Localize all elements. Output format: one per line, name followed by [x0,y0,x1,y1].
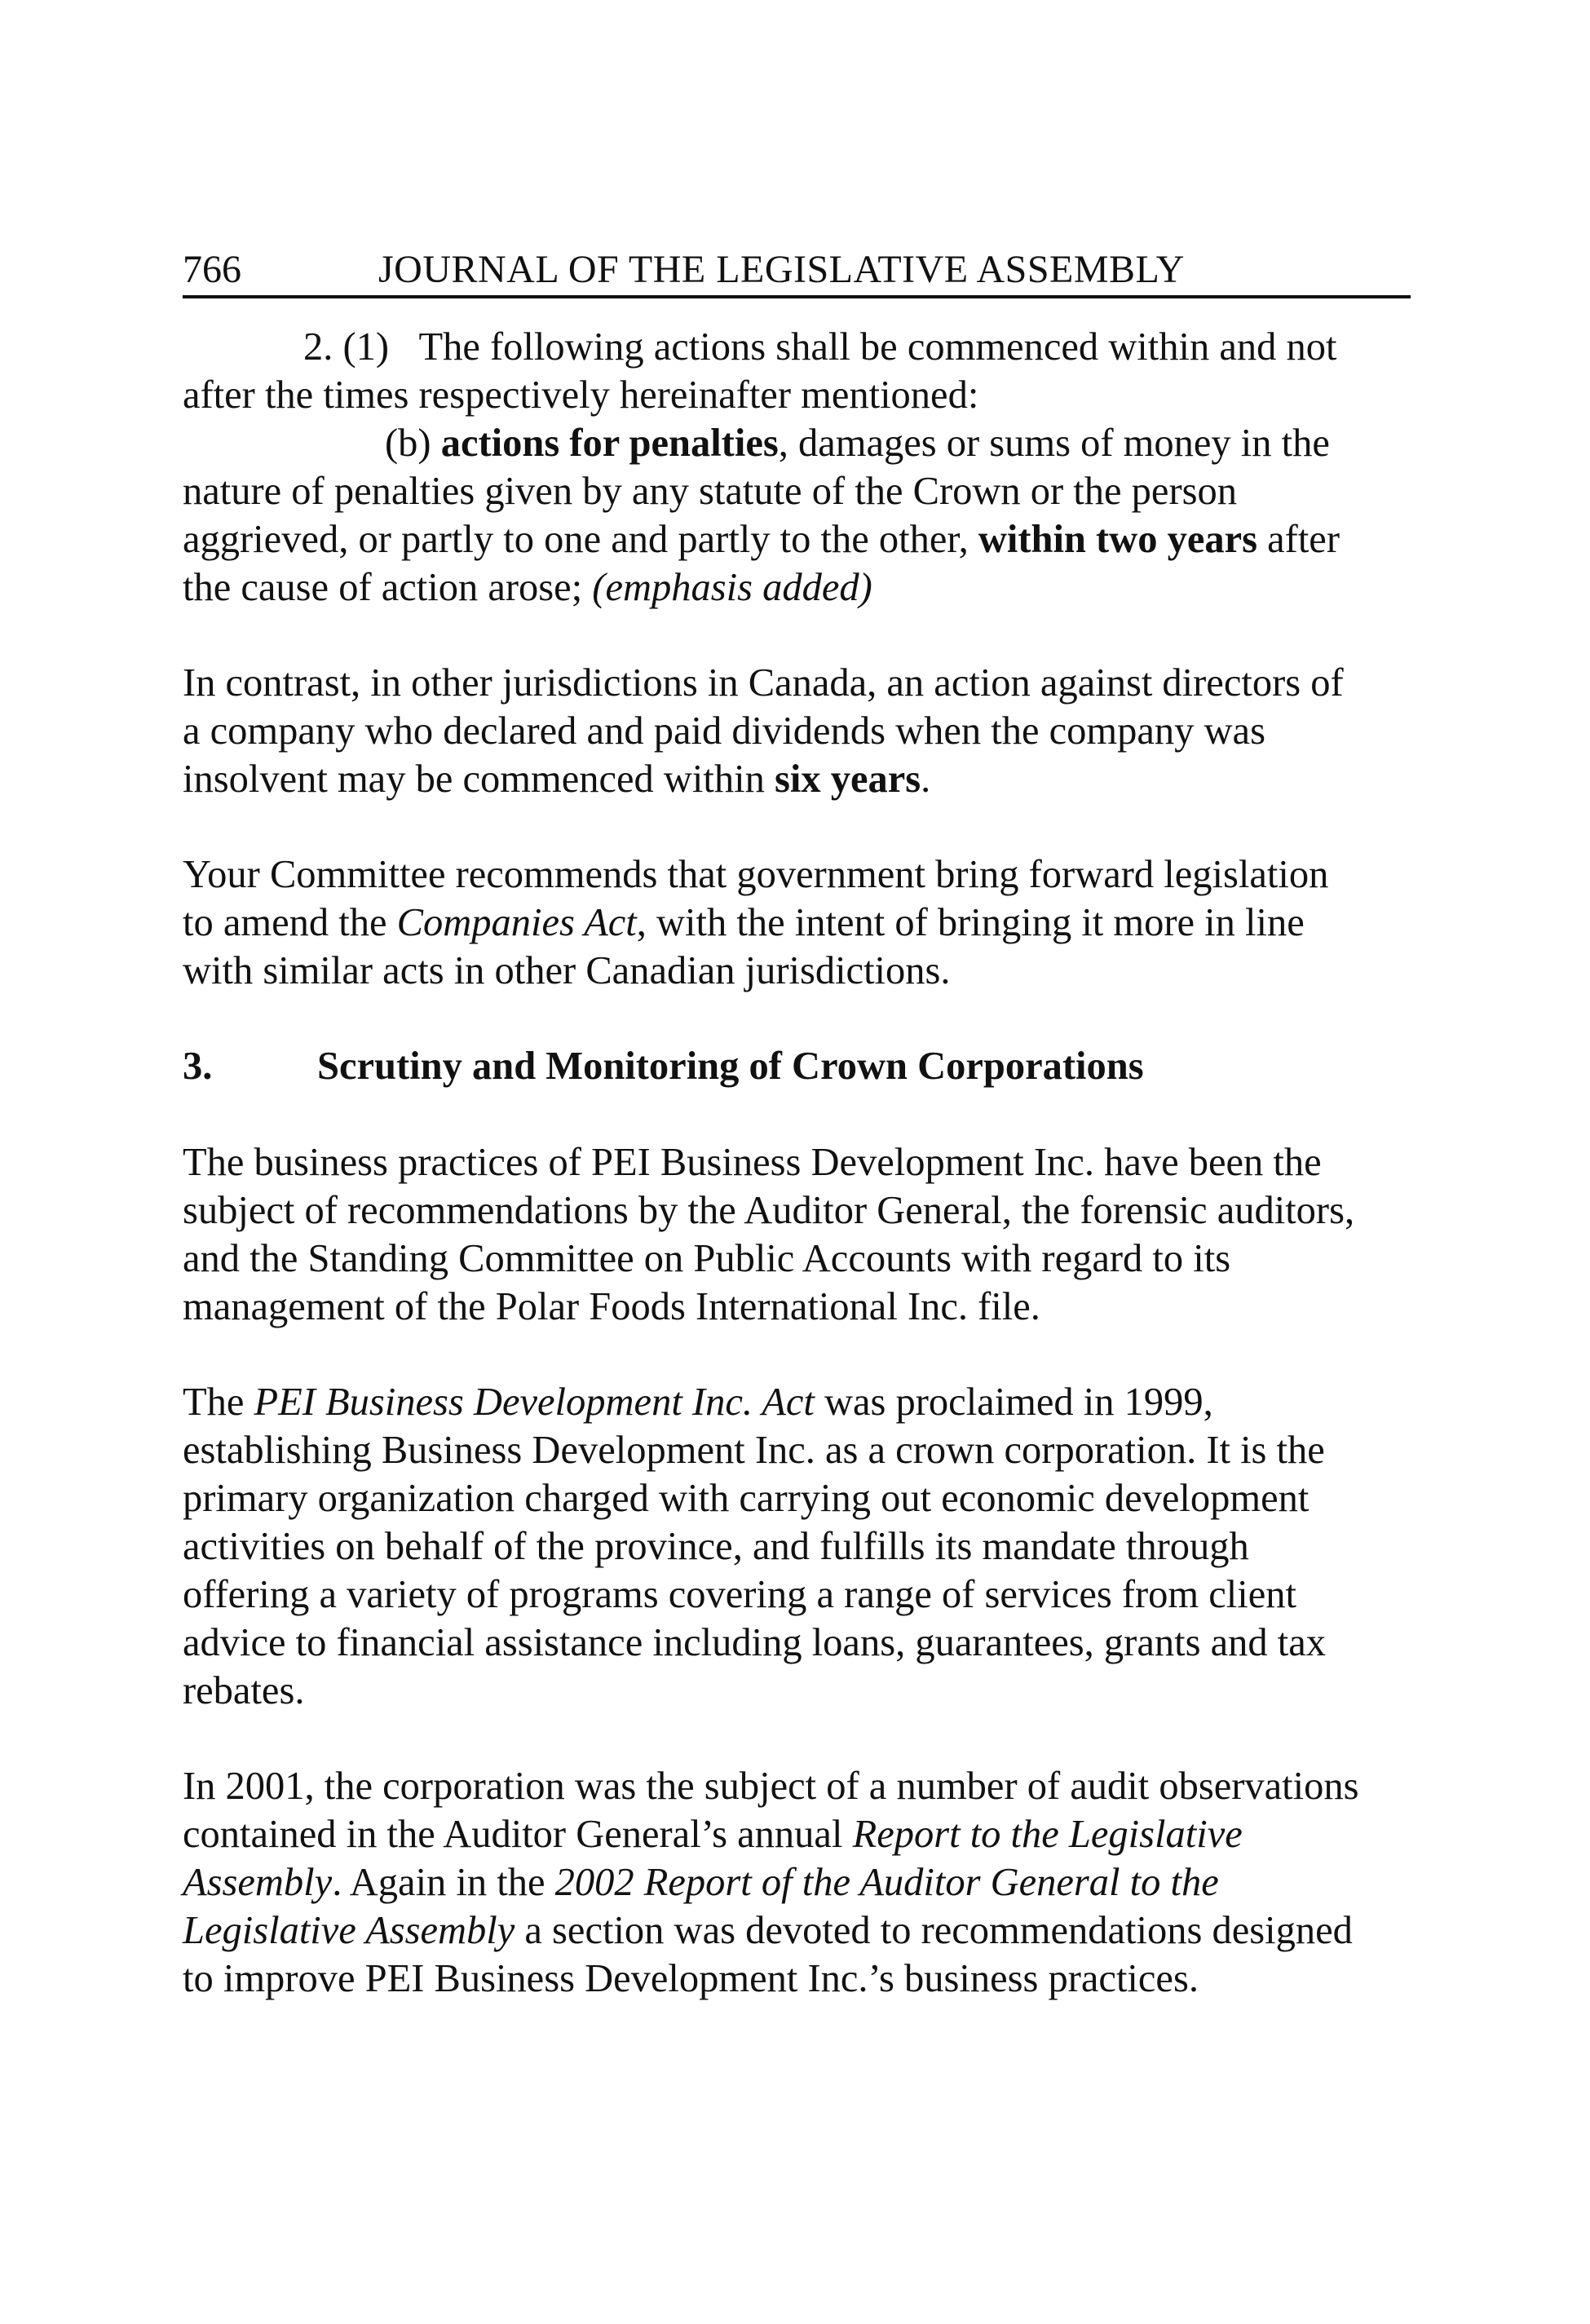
page-number: 766 [183,248,241,291]
statute-line: 2. (1) The following actions shall be commenced within and not [303,325,1337,369]
bold-emphasis: within two years [978,518,1258,561]
text-line: Legislative Assembly a section was devoted to recommendations designed [183,1909,1353,1952]
act-title: PEI Business Development Inc. Act [254,1381,815,1424]
text-line: Assembly. Again in the 2002 Report of the Auditor General to the [183,1861,1219,1904]
text-line: advice to financial assistance including loans, guarantees, grants and tax [183,1621,1326,1664]
report-title: Assembly [183,1861,333,1904]
statute-quote [183,323,1422,612]
section-title: Scrutiny and Monitoring of Crown Corporations [317,1045,1144,1088]
text-line: offering a variety of programs covering a range of services from client [183,1573,1296,1616]
text-line: to improve PEI Business Development Inc.’s business practices. [183,1957,1199,2000]
text-line: The PEI Business Development Inc. Act was proclaimed in 1999, [183,1381,1213,1424]
report-title: 2002 Report of the Auditor General to the [554,1861,1219,1904]
text-line: management of the Polar Foods International Inc. file. [183,1285,1040,1328]
text-line: insolvent may be commenced within six years. [183,758,931,801]
statute-line: after the times respectively hereinafter mentioned: [183,373,979,417]
page-header [183,245,1411,298]
report-title: Report to the Legislative [852,1813,1243,1856]
bold-emphasis: six years [774,758,921,801]
section-number: 3. [183,1045,213,1088]
statute-item-line: (b) actions for penalties, damages or sums of money in the [385,422,1330,465]
paragraph-2001 [183,1762,1422,2003]
report-title: Legislative Assembly [183,1909,515,1952]
text-line: activities on behalf of the province, and fulfills its mandate through [183,1525,1249,1568]
statute-line: nature of penalties given by any statute of the Crown or the person [183,470,1237,513]
text-line: The business practices of PEI Business Development Inc. have been the [183,1141,1322,1184]
text-line: and the Standing Committee on Public Accounts with regard to its [183,1237,1231,1280]
section-heading [183,1042,1406,1090]
text-line: Your Committee recommends that government bring forward legislation [183,853,1329,896]
text-line: a company who declared and paid dividends when the company was [183,709,1265,753]
statute-line: the cause of action arose; (emphasis added) [183,566,872,609]
paragraph-act [183,1378,1422,1715]
section-lead: 2. (1) [303,325,390,369]
text-line: establishing Business Development Inc. as a crown corporation. It is the [183,1429,1325,1472]
paragraph-contrast [183,659,1422,803]
emphasis-note: (emphasis added) [592,566,872,609]
bold-emphasis: actions for penalties [440,422,779,465]
act-title: Companies Act [396,901,637,944]
running-title: JOURNAL OF THE LEGISLATIVE ASSEMBLY [378,248,1185,291]
text-line: primary organization charged with carrying out economic development [183,1477,1310,1520]
paragraph-recommendation [183,851,1422,995]
statute-line: aggrieved, or partly to one and partly to the other, within two years after [183,518,1340,561]
text-line: In contrast, in other jurisdictions in Canada, an action against directors of [183,661,1344,705]
text-line: contained in the Auditor General’s annual Report to the Legislative [183,1813,1243,1856]
text-line: subject of recommendations by the Auditor General, the forensic auditors, [183,1189,1355,1232]
item-label: (b) [385,422,431,465]
text-line: In 2001, the corporation was the subject of a number of audit observations [183,1765,1359,1808]
text-line: with similar acts in other Canadian jurisdictions. [183,949,951,992]
text-line: to amend the Companies Act, with the intent of bringing it more in line [183,901,1305,944]
paragraph-business-practices [183,1138,1422,1331]
text-line: rebates. [183,1669,305,1712]
